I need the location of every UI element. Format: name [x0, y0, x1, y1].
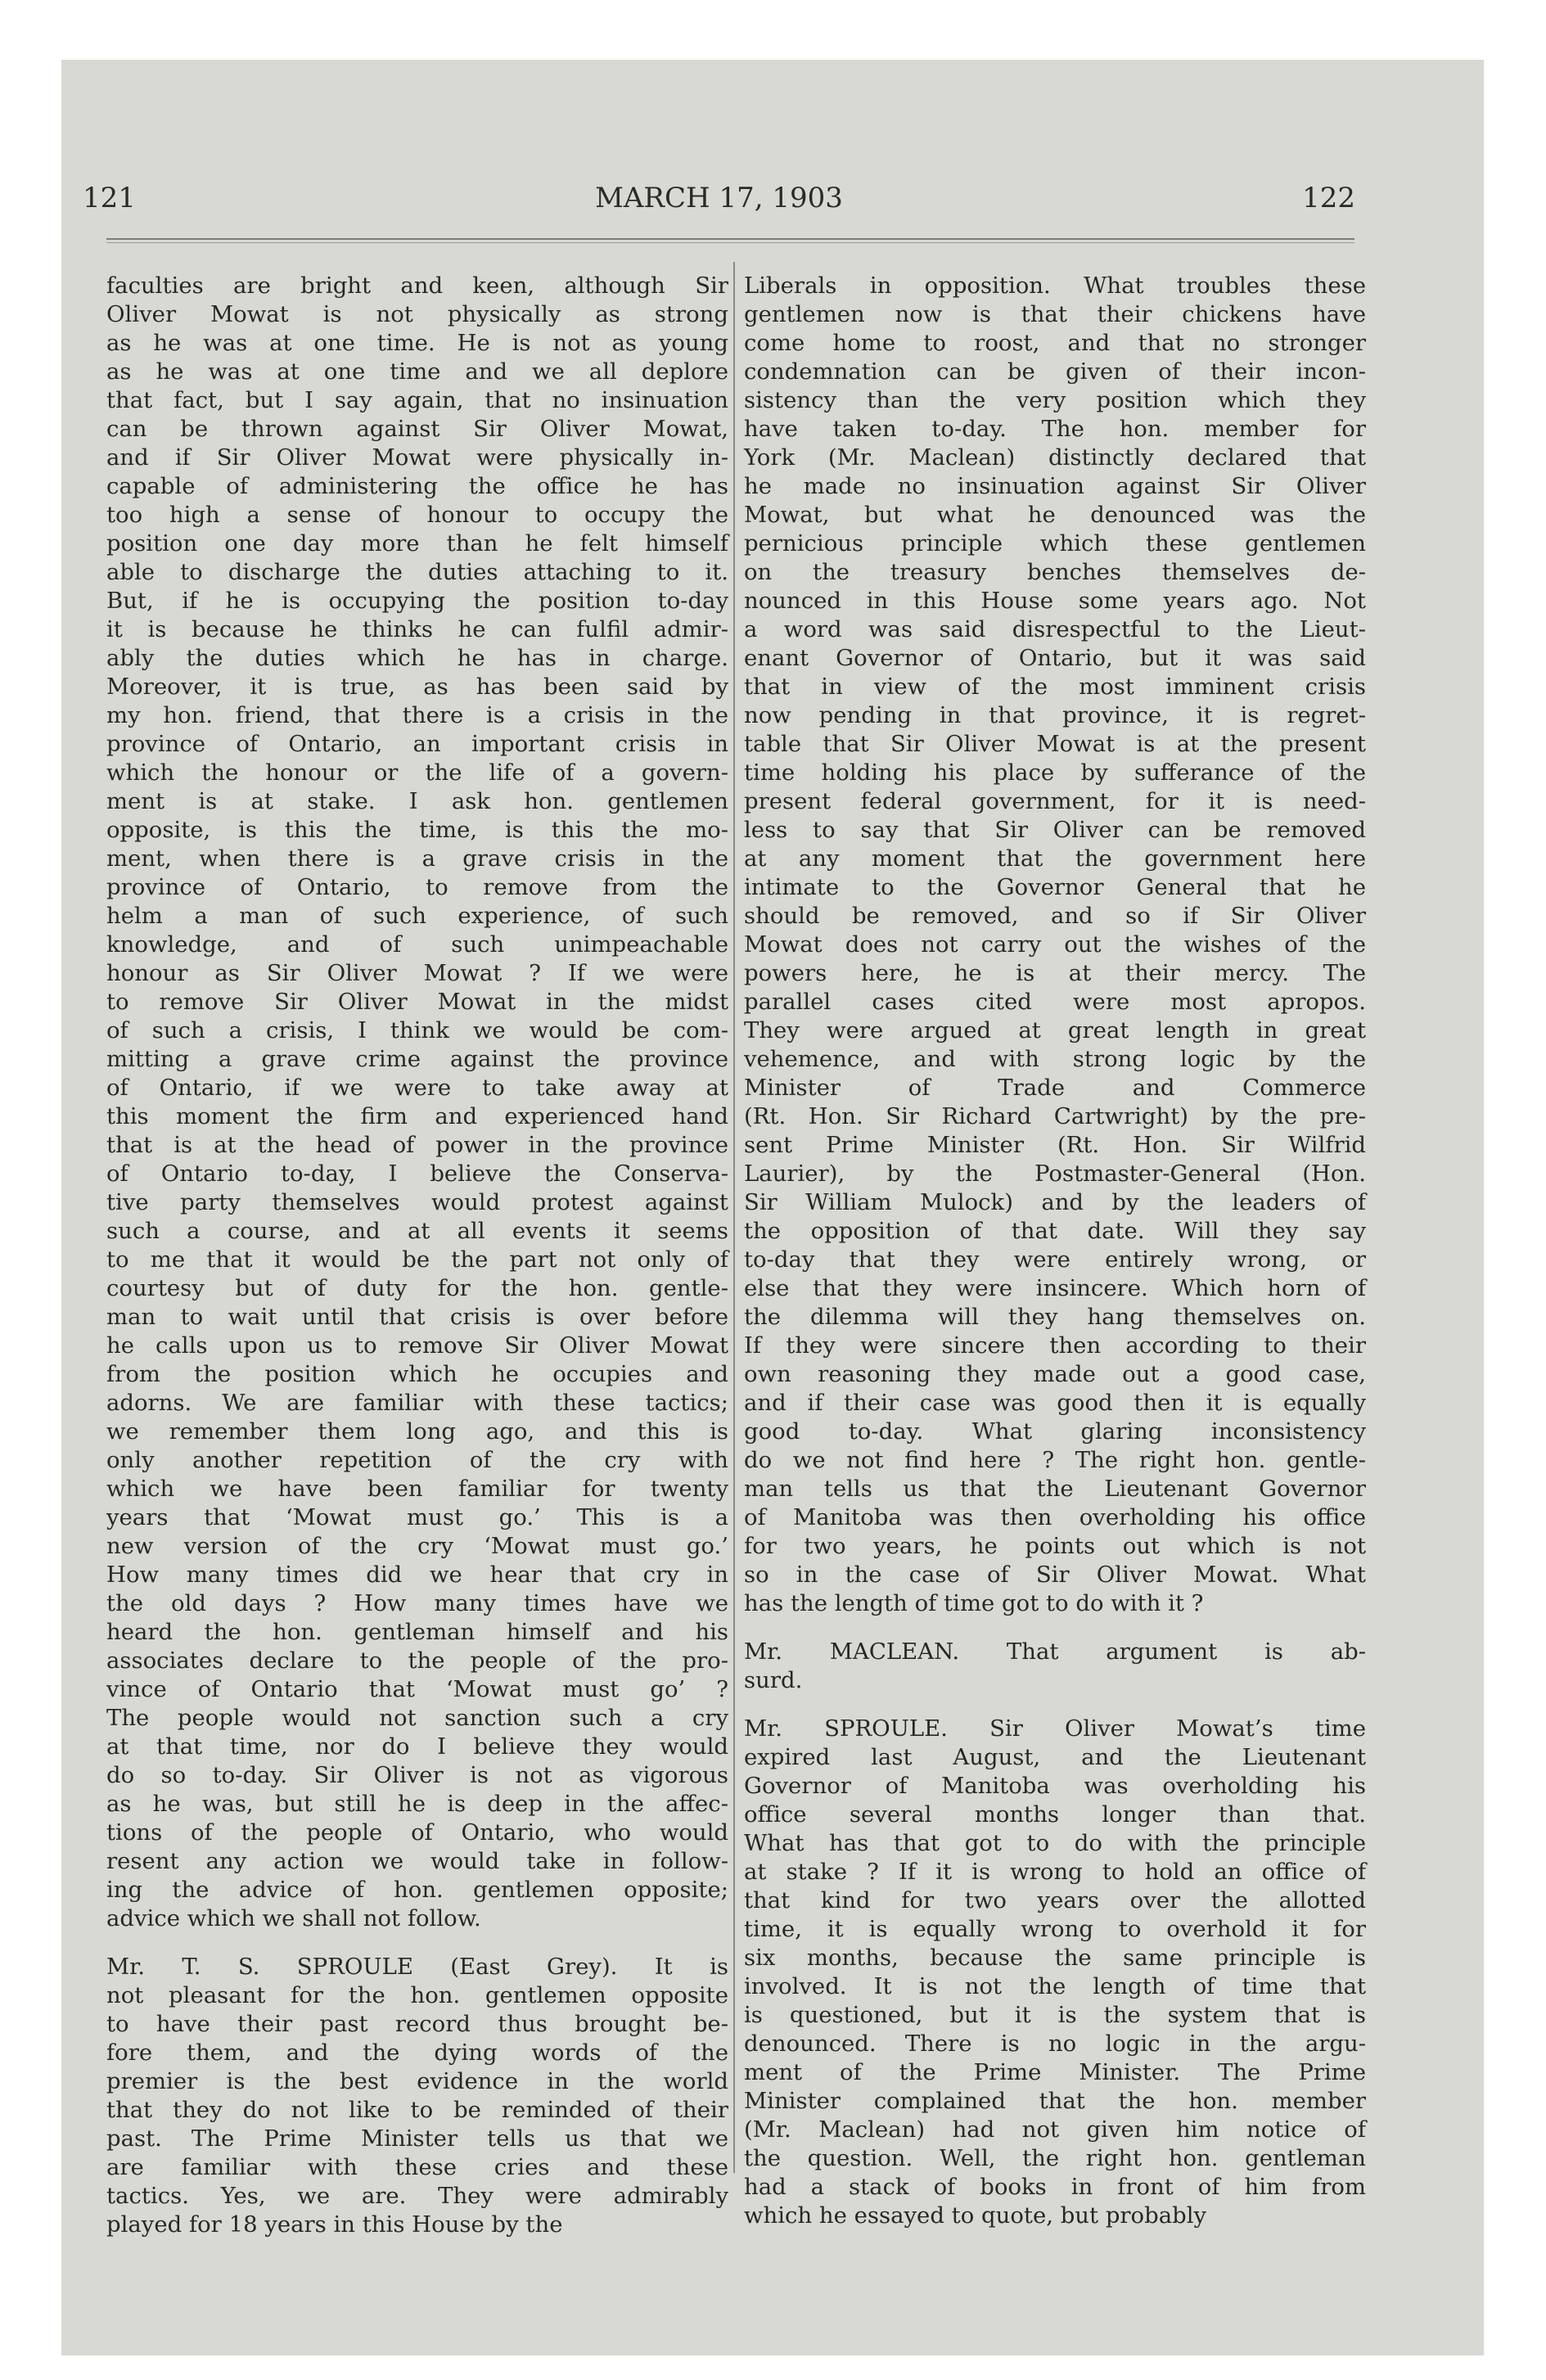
text-line: that kind for two years over the allotted: [744, 1887, 1366, 1913]
text-line: heard the hon. gentleman himself and his: [106, 1619, 728, 1645]
text-line: the opposition of that date. Will they say: [744, 1218, 1366, 1244]
text-line: Mowat does not carry out the wishes of the: [744, 931, 1366, 958]
text-line: should be removed, and so if Sir Oliver: [744, 903, 1366, 929]
text-line: vehemence, and with strong logic by the: [744, 1046, 1366, 1072]
text-line: fore them, and the dying words of the: [106, 2040, 728, 2066]
text-line: office several months longer than that.: [744, 1801, 1366, 1828]
page-date: MARCH 17, 1903: [595, 182, 843, 214]
text-line: opposite, is this the time, is this the mo-: [106, 817, 728, 843]
text-line: ing the advice of hon. gentlemen opposite;: [106, 1877, 728, 1903]
text-line: time holding his place by sufferance of the: [744, 760, 1366, 786]
text-line: Oliver Mowat is not physically as strong: [106, 301, 728, 327]
text-line: and if Sir Oliver Mowat were physically in-: [106, 444, 728, 471]
text-line: enant Governor of Ontario, but it was said: [744, 645, 1366, 671]
text-line: resent any action we would take in follow-: [106, 1848, 728, 1874]
header-rule-lower: [106, 242, 1354, 243]
text-line: nounced in this House some years ago. Not: [744, 588, 1366, 614]
text-line: he made no insinuation against Sir Oliver: [744, 473, 1366, 499]
text-line: honour as Sir Oliver Mowat ? If we were: [106, 960, 728, 986]
text-line: time, it is equally wrong to overhold it for: [744, 1916, 1366, 1942]
text-line: tions of the people of Ontario, who would: [106, 1819, 728, 1846]
text-line: played for 18 years in this House by the: [106, 2211, 563, 2238]
text-line: at stake ? If it is wrong to hold an office of: [744, 1859, 1366, 1885]
text-line: Minister of Trade and Commerce: [744, 1075, 1366, 1101]
text-line: had a stack of books in front of him from: [744, 2174, 1366, 2200]
text-line: The people would not sanction such a cry: [106, 1705, 728, 1731]
text-line: ment, when there is a grave crisis in the: [106, 845, 728, 872]
text-line: vince of Ontario that ‘Mowat must go’ ?: [106, 1676, 728, 1702]
text-line: of Manitoba was then overholding his office: [744, 1504, 1366, 1530]
text-line: involved. It is not the length of time that: [744, 1973, 1366, 1999]
text-line: advice which we shall not follow.: [106, 1905, 481, 1931]
text-line: knowledge, and of such unimpeachable: [106, 931, 728, 958]
text-line: a word was said disrespectful to the Lieut-: [744, 616, 1366, 642]
text-line: gentlemen now is that their chickens have: [744, 301, 1366, 327]
text-line: as he was at one time and we all deplore: [106, 358, 728, 385]
text-line: If they were sincere then according to their: [744, 1332, 1366, 1359]
text-line: it is because he thinks he can fulfil admir-: [106, 616, 728, 642]
text-line: now pending in that province, it is regret-: [744, 702, 1366, 728]
text-line: ment of the Prime Minister. The Prime: [744, 2059, 1366, 2085]
text-line: less to say that Sir Oliver can be removed: [744, 817, 1366, 843]
text-line: position one day more than he felt himself: [106, 530, 728, 557]
text-line: so in the case of Sir Oliver Mowat. What: [744, 1562, 1366, 1588]
paragraph: [744, 1715, 1366, 2230]
text-line: adorns. We are familiar with these tactics;: [106, 1390, 728, 1416]
text-line: They were argued at great length in great: [744, 1017, 1366, 1044]
text-line: to have their past record thus brought be-: [106, 2011, 728, 2037]
text-line: What has that got to do with the principle: [744, 1830, 1366, 1856]
text-line: else that they were insincere. Which horn of: [744, 1275, 1366, 1301]
text-line: from the position which he occupies and: [106, 1361, 728, 1387]
text-line: he calls upon us to remove Sir Oliver Mowat: [106, 1332, 728, 1359]
text-line: table that Sir Oliver Mowat is at the present: [744, 731, 1366, 757]
text-line: own reasoning they made out a good case,: [744, 1361, 1366, 1387]
text-line: Liberals in opposition. What troubles these: [744, 273, 1366, 299]
text-line: expired last August, and the Lieutenant: [744, 1744, 1366, 1770]
text-line: province of Ontario, to remove from the: [106, 874, 728, 900]
left-page-number: 121: [83, 182, 136, 214]
text-line: condemnation can be given of their incon-: [744, 358, 1366, 385]
text-line: man to wait until that crisis is over before: [106, 1304, 728, 1330]
text-line: six months, because the same principle is: [744, 1945, 1366, 1971]
text-line: to me that it would be the part not only of: [106, 1246, 728, 1273]
text-line: only another repetition of the cry with: [106, 1447, 728, 1473]
text-line: for two years, he points out which is not: [744, 1533, 1366, 1559]
text-line: How many times did we hear that cry in: [106, 1562, 728, 1588]
text-line: which the honour or the life of a govern-: [106, 760, 728, 786]
text-line: years that ‘Mowat must go.’ This is a: [106, 1504, 728, 1530]
text-line: province of Ontario, an important crisis in: [106, 731, 728, 757]
text-line: the dilemma will they hang themselves on.: [744, 1304, 1366, 1330]
text-line: come home to roost, and that no stronger: [744, 330, 1366, 356]
text-line: mitting a grave crime against the province: [106, 1046, 728, 1072]
text-line: as he was, but still he is deep in the affec-: [106, 1791, 728, 1817]
text-line: do so to-day. Sir Oliver is not as vigorous: [106, 1762, 728, 1788]
text-line: sent Prime Minister (Rt. Hon. Sir Wilfrid: [744, 1132, 1366, 1158]
text-line: on the treasury benches themselves de-: [744, 559, 1366, 585]
column-divider: [733, 262, 735, 2173]
text-line: that in view of the most imminent crisis: [744, 674, 1366, 700]
text-line: pernicious principle which these gentlemen: [744, 530, 1366, 557]
text-line: to remove Sir Oliver Mowat in the midst: [106, 989, 728, 1015]
text-line: York (Mr. Maclean) distinctly declared that: [744, 444, 1366, 471]
text-line: powers here, he is at their mercy. The: [744, 960, 1366, 986]
paragraph: [744, 272, 1366, 1618]
text-line: the question. Well, the right hon. gentleman: [744, 2145, 1366, 2171]
text-line: that is at the head of power in the province: [106, 1132, 728, 1158]
text-line: ably the duties which he has in charge.: [106, 645, 728, 671]
text-line: denounced. There is no logic in the argu-: [744, 2031, 1366, 2057]
paragraph: [106, 1953, 728, 2239]
text-line: past. The Prime Minister tells us that we: [106, 2125, 728, 2152]
text-line: we remember them long ago, and this is: [106, 1418, 728, 1445]
text-line: of Ontario, if we were to take away at: [106, 1075, 728, 1101]
text-line: at any moment that the government here: [744, 845, 1366, 872]
text-line: able to discharge the duties attaching to it.: [106, 559, 728, 585]
header-rule: [106, 238, 1354, 240]
text-line: Mr. MACLEAN. That argument is ab-: [744, 1639, 1366, 1665]
page-header: [83, 182, 1355, 218]
text-line: which he essayed to quote, but probably: [744, 2202, 1207, 2229]
text-line: Minister complained that the hon. member: [744, 2088, 1366, 2114]
text-line: surd.: [744, 1667, 803, 1693]
text-line: faculties are bright and keen, although Sir: [106, 273, 728, 299]
text-line: ment is at stake. I ask hon. gentlemen: [106, 788, 728, 814]
text-line: of Ontario to-day, I believe the Conserva-: [106, 1161, 728, 1187]
text-line: Mr. SPROULE. Sir Oliver Mowat’s time: [744, 1715, 1366, 1742]
text-line: such a course, and at all events it seems: [106, 1218, 728, 1244]
text-line: courtesy but of duty for the hon. gentle-: [106, 1275, 728, 1301]
text-line: premier is the best evidence in the world: [106, 2068, 728, 2094]
text-line: good to-day. What glaring inconsistency: [744, 1418, 1366, 1445]
paragraph: [744, 1638, 1366, 1695]
text-line: capable of administering the office he has: [106, 473, 728, 499]
text-line: can be thrown against Sir Oliver Mowat,: [106, 416, 728, 442]
text-line: too high a sense of honour to occupy the: [106, 502, 728, 528]
text-line: of such a crisis, I think we would be com-: [106, 1017, 728, 1044]
text-line: and if their case was good then it is equally: [744, 1390, 1366, 1416]
text-line: Mr. T. S. SPROULE (East Grey). It is: [106, 1954, 728, 1980]
text-line: that they do not like to be reminded of their: [106, 2097, 728, 2123]
text-line: Laurier), by the Postmaster-General (Hon.: [744, 1161, 1366, 1187]
right-column: [744, 272, 1366, 2250]
paragraph: [106, 272, 728, 1933]
text-line: tactics. Yes, we are. They were admirably: [106, 2183, 728, 2209]
text-line: man tells us that the Lieutenant Governor: [744, 1476, 1366, 1502]
text-line: are familiar with these cries and these: [106, 2154, 728, 2180]
text-line: as he was at one time. He is not as young: [106, 330, 728, 356]
text-line: Governor of Manitoba was overholding his: [744, 1773, 1366, 1799]
text-line: tive party themselves would protest against: [106, 1189, 728, 1215]
text-line: which we have been familiar for twenty: [106, 1476, 728, 1502]
text-line: (Mr. Maclean) had not given him notice of: [744, 2116, 1366, 2143]
text-line: at that time, nor do I believe they would: [106, 1733, 728, 1760]
right-page-number: 122: [1302, 182, 1355, 214]
text-line: sistency than the very position which they: [744, 387, 1366, 413]
text-line: have taken to-day. The hon. member for: [744, 416, 1366, 442]
text-line: do we not find here ? The right hon. gentle-: [744, 1447, 1366, 1473]
text-line: Sir William Mulock) and by the leaders of: [744, 1189, 1366, 1215]
text-line: this moment the firm and experienced hand: [106, 1103, 728, 1129]
text-line: (Rt. Hon. Sir Richard Cartwright) by the pre-: [744, 1103, 1366, 1129]
text-line: parallel cases cited were most apropos.: [744, 989, 1366, 1015]
text-line: not pleasant for the hon. gentlemen opposite: [106, 1982, 728, 2008]
text-line: my hon. friend, that there is a crisis in the: [106, 702, 728, 728]
text-line: is questioned, but it is the system that is: [744, 2002, 1366, 2028]
text-line: helm a man of such experience, of such: [106, 903, 728, 929]
text-line: present federal government, for it is need-: [744, 788, 1366, 814]
text-line: intimate to the Governor General that he: [744, 874, 1366, 900]
text-line: new version of the cry ‘Mowat must go.’: [106, 1533, 728, 1559]
text-line: associates declare to the people of the pro-: [106, 1648, 728, 1674]
text-line: the old days ? How many times have we: [106, 1590, 728, 1616]
text-line: But, if he is occupying the position to-day: [106, 588, 728, 614]
text-line: has the length of time got to do with it ?: [744, 1590, 1204, 1616]
text-line: that fact, but I say again, that no insinuation: [106, 387, 728, 413]
text-line: Moreover, it is true, as has been said by: [106, 674, 728, 700]
text-line: to-day that they were entirely wrong, or: [744, 1246, 1366, 1273]
text-line: Mowat, but what he denounced was the: [744, 502, 1366, 528]
left-column: [106, 272, 728, 2259]
